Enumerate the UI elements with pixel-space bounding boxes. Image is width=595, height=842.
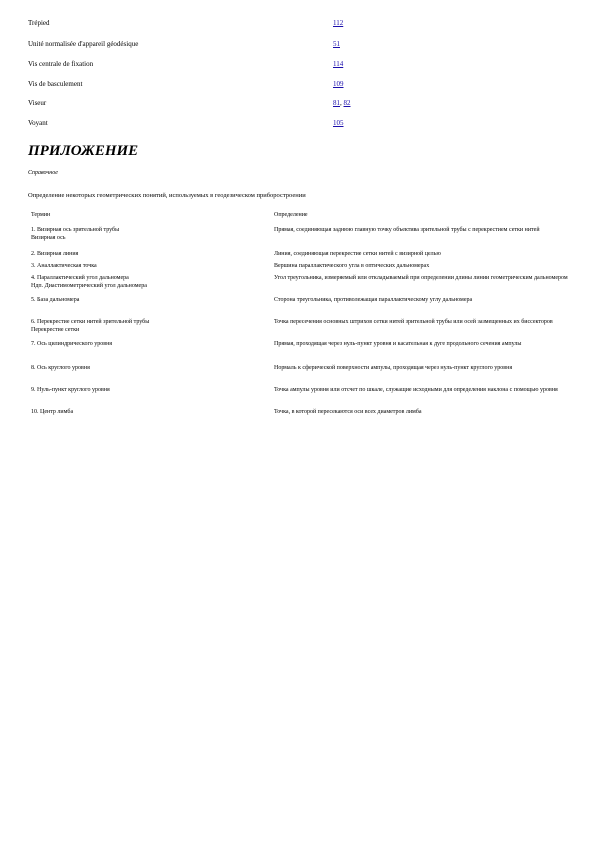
term-cell (31, 274, 261, 290)
page-link[interactable]: 82 (343, 99, 351, 107)
term-cell (31, 386, 261, 394)
index-pages (333, 80, 344, 88)
term-text: 2. Визирная линия (31, 251, 79, 257)
term-text: 8. Ось круглого уровня (31, 365, 90, 371)
definition-cell: Точка ампулы уровня или отсчет по шкале, служащие исходными для определения наклона с помощью уровня (274, 387, 558, 393)
term-text: 6. Перекрестие сетки нитей зрительной трубы (31, 319, 150, 325)
term-cell (31, 226, 261, 242)
term-cell (31, 250, 261, 258)
index-entry (28, 119, 568, 131)
column-header-term: Термин (31, 212, 51, 218)
term-synonym: Визирная ось (31, 235, 66, 241)
term-cell (31, 408, 261, 416)
page-link[interactable]: 112 (333, 19, 344, 27)
term-cell (31, 340, 261, 348)
index-pages (333, 40, 340, 48)
term-cell (31, 364, 261, 372)
page-link[interactable]: 81 (333, 99, 340, 107)
appendix-subtitle: Справочное (28, 170, 58, 176)
index-term: Trépied (28, 19, 50, 27)
appendix-heading: Определение некоторых геометрических понятий, используемых в геодезическом приборостроении (28, 192, 306, 199)
term-synonym: Перекрестие сетки (31, 327, 80, 333)
index-term: Viseur (28, 99, 47, 107)
definition-cell: Прямая, проходящая через нуль-пункт уровня и касательная к дуге продольного сечения ампулы (274, 341, 522, 347)
definition-cell: Вершина параллактического угла в оптических дальномерах (274, 263, 430, 269)
index-pages (333, 99, 351, 107)
definition-cell: Точка пересечения основных штрихов сетки нитей зрительной трубы или осей зазмещенных их биссекторов (274, 319, 553, 325)
index-pages (333, 19, 343, 27)
term-text: 3. Аналлактическая точка (31, 263, 97, 269)
index-entry (28, 60, 568, 72)
term-cell (31, 262, 261, 270)
term-synonym: Ндп. Диастимометрический угол дальномера (31, 283, 147, 289)
index-entry (28, 80, 568, 92)
index-entry (28, 99, 568, 111)
page-separator: , (340, 99, 344, 107)
page-link[interactable]: 105 (333, 119, 344, 127)
column-header-definition: Определение (274, 212, 308, 218)
definition-cell: Точка, в которой пересекаются оси всех диаметров лимба (274, 409, 422, 415)
index-term: Voyant (28, 119, 48, 127)
index-entry (28, 40, 568, 52)
index-pages (333, 60, 343, 68)
term-cell (31, 296, 261, 304)
page-link[interactable]: 51 (333, 40, 340, 48)
index-term: Vis centrale de fixation (28, 60, 94, 68)
page-link[interactable]: 114 (333, 60, 344, 68)
definition-cell: Сторона треугольника, противолежащая параллактическому углу дальномера (274, 297, 473, 303)
definition-cell: Нормаль к сферической поверхности ампулы, проходящая через нуль-пункт круглого уровня (274, 365, 513, 371)
definition-cell: Прямая, соединяющая заднюю главную точку объектива зрительной трубы с перекрестием сетки нитей (274, 227, 540, 233)
appendix-title: ПРИЛОЖЕНИЕ (28, 143, 139, 159)
definition-cell: Линия, соединяющая перекрестие сетки нитей с визирной целью (274, 251, 441, 257)
term-text: 10. Центр лимба (31, 409, 74, 415)
definition-cell: Угол треугольника, измеряемый или откладываемый при определении длины линии геометрическим дальномером (274, 275, 568, 281)
term-text: 1. Визирная ось зрительной трубы (31, 227, 120, 233)
term-text: 4. Параллактический угол дальномера (31, 275, 129, 281)
term-text: 9. Нуль-пункт круглого уровня (31, 387, 110, 393)
term-cell (31, 318, 261, 334)
term-text: 5. База дальномера (31, 297, 80, 303)
index-term: Vis de basculement (28, 80, 83, 88)
page-link[interactable]: 109 (333, 80, 344, 88)
index-pages (333, 119, 344, 127)
term-text: 7. Ось цилиндрического уровня (31, 341, 113, 347)
index-entry (28, 19, 568, 31)
index-term: Unité normalisée d'appareil géodésique (28, 40, 139, 48)
